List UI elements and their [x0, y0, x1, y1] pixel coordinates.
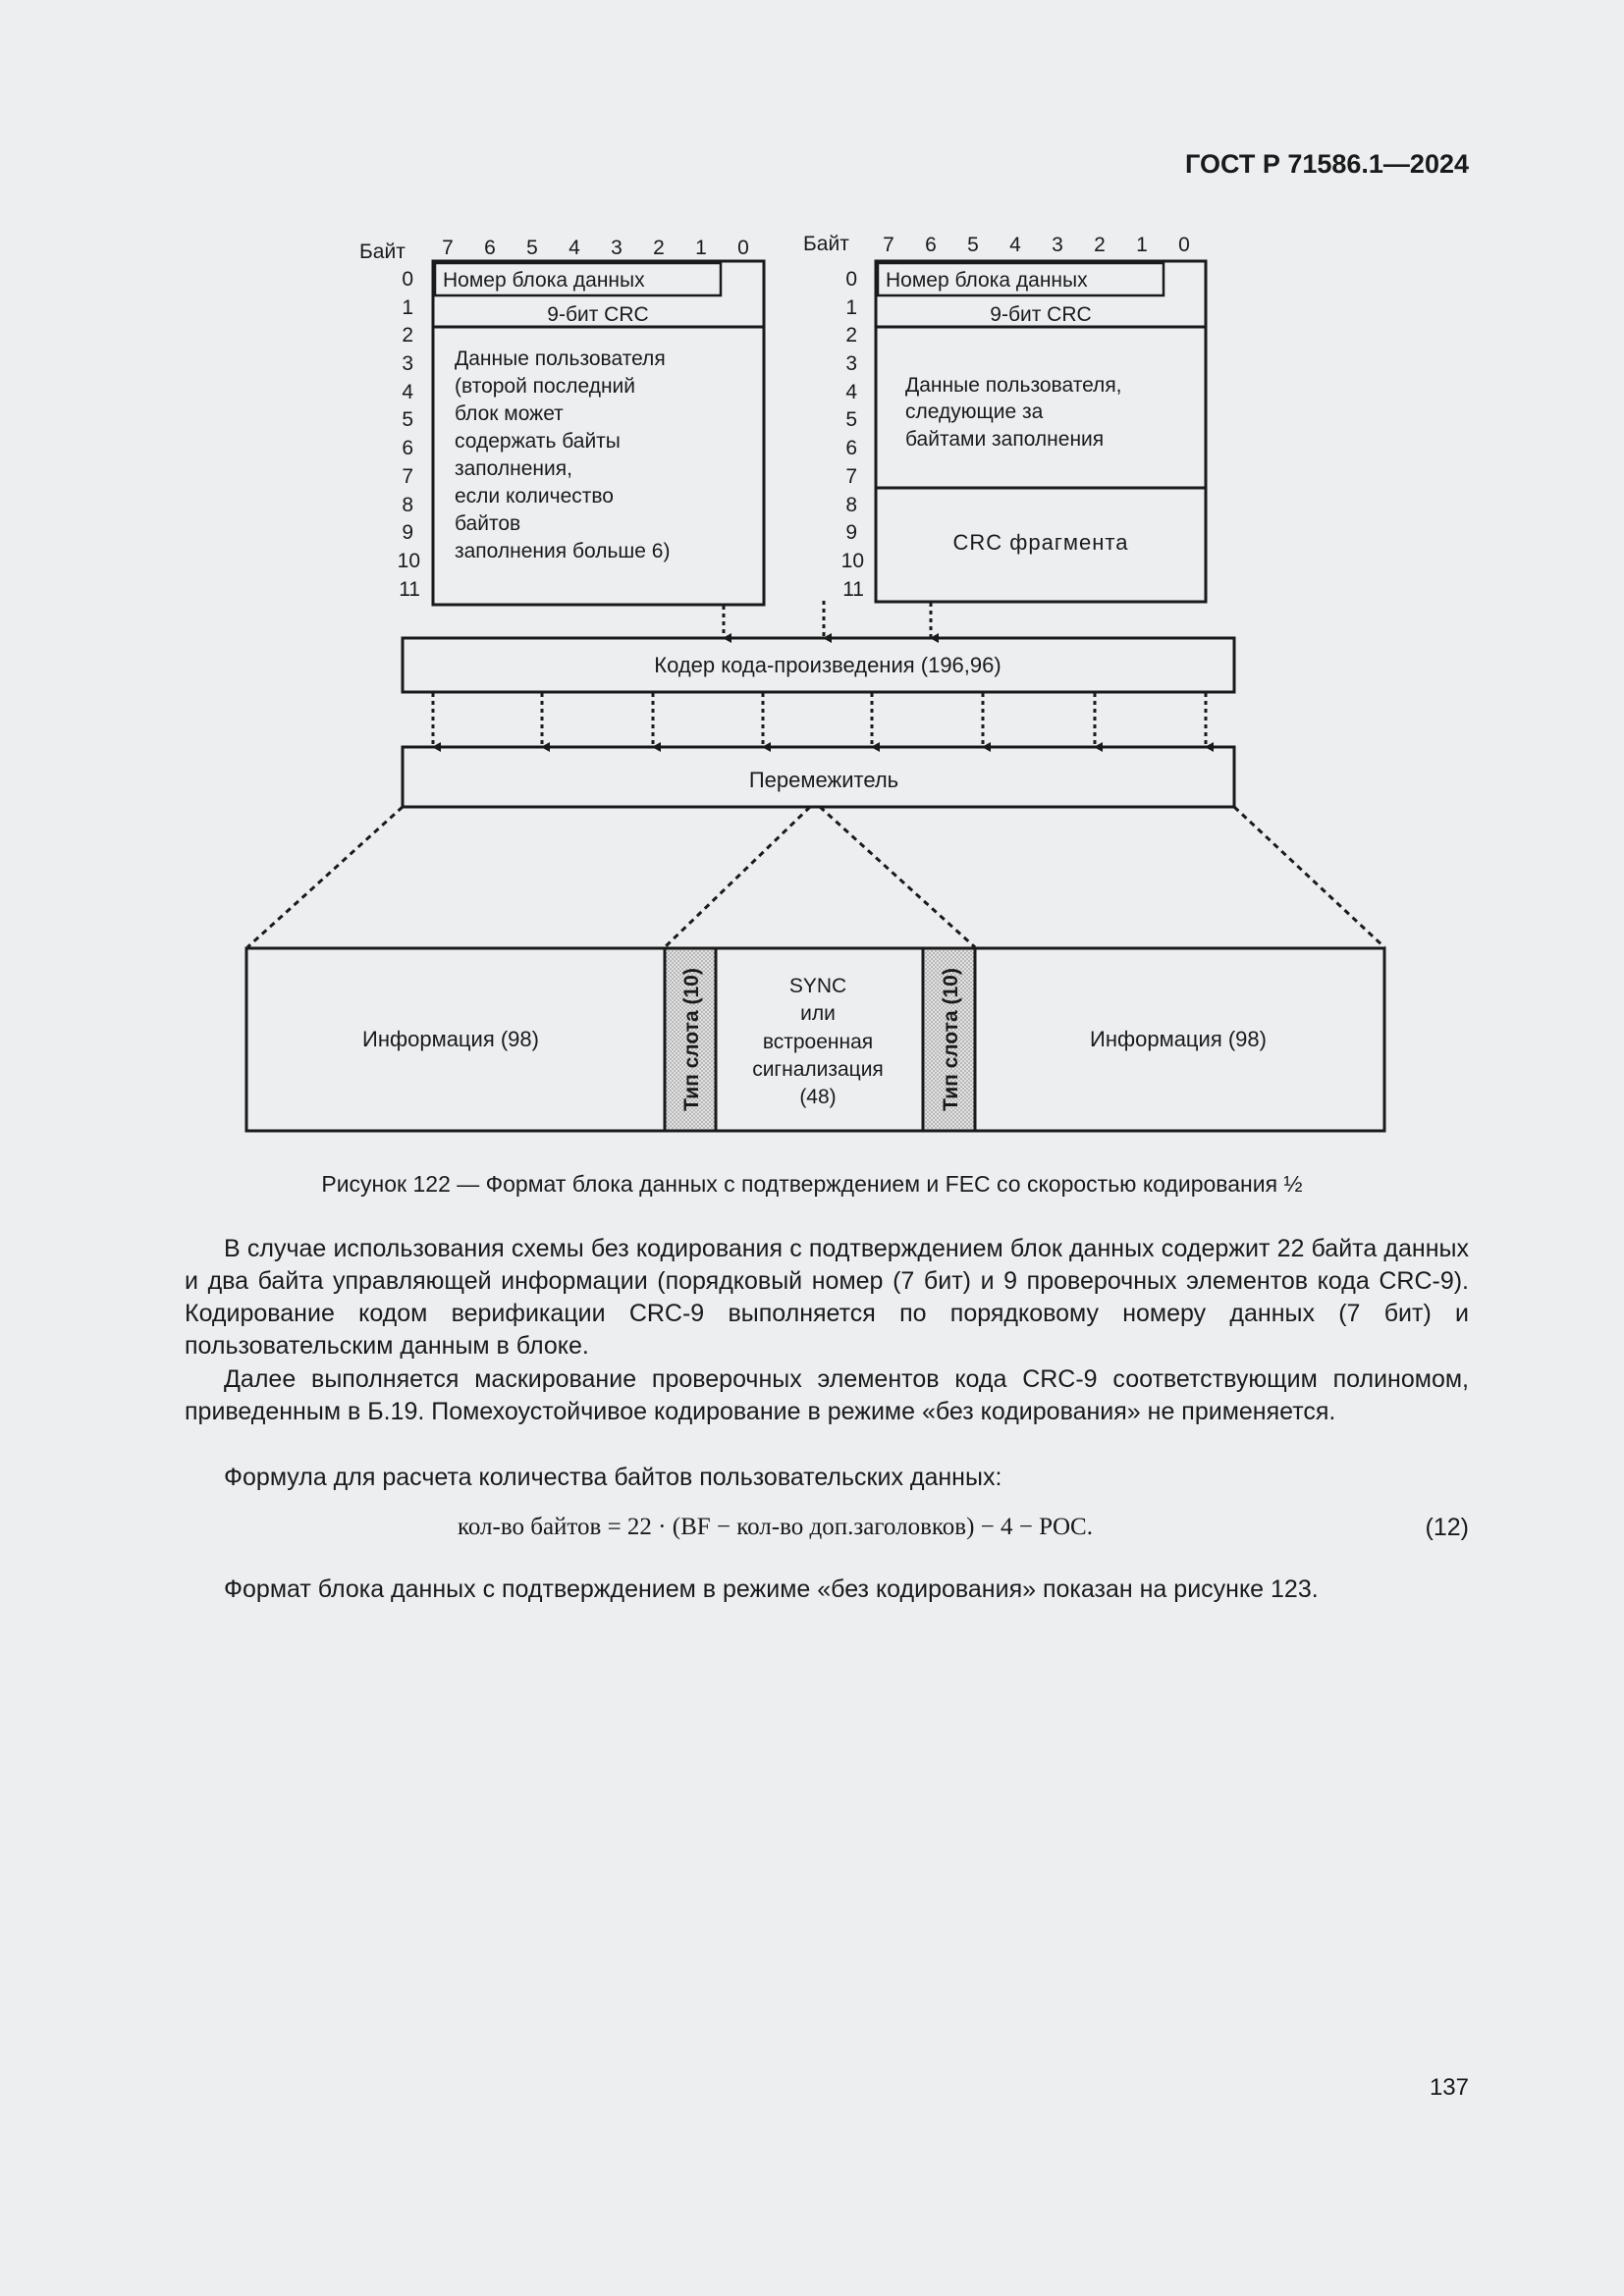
- byte-number: 0: [845, 268, 857, 291]
- bit-label: 3: [611, 237, 623, 259]
- right-data-block: [803, 233, 1206, 602]
- crc-field: 9-бит CRC: [990, 303, 1092, 326]
- byte-number: 4: [402, 381, 413, 403]
- formula-number: (12): [1425, 1514, 1469, 1541]
- paragraph: В случае использования схемы без кодирования с подтверждением блок данных содержит 22 байта данных и два байта управляющей информации (порядковый номер (7 бит) и 9 проверочных элементов кода CRC-9). Кодирование кодом верификации CRC-9 выполняется по порядковому номеру данных (7 бит) и пользовательским данным в блоке.: [185, 1235, 1469, 1360]
- byte-number: 7: [402, 465, 413, 488]
- byte-number: 8: [402, 494, 413, 516]
- block-number-field: Номер блока данных: [886, 269, 1088, 292]
- paragraph: Далее выполняется маскирование проверочных элементов кода CRC-9 соответствующим полиномом, приведенным в Б.19. Помехоустойчивое кодирование в режиме «без кодирования» не применяется.: [185, 1365, 1469, 1425]
- user-data-text: заполнения,: [455, 457, 572, 480]
- encoder-label: Кодер кода-произведения (196,96): [654, 653, 1001, 677]
- product-code-encoder: [403, 638, 1234, 692]
- interleaver-label: Перемежитель: [748, 768, 899, 792]
- byte-number: 3: [845, 352, 857, 375]
- byte-label: Байт: [359, 240, 406, 263]
- bit-label: 6: [484, 237, 496, 259]
- byte-number: 1: [845, 296, 857, 319]
- byte-number: 9: [402, 521, 413, 544]
- sync-text: SYNC: [788, 975, 847, 997]
- bit-label: 7: [442, 237, 454, 259]
- bit-label: 3: [1052, 234, 1063, 256]
- byte-number: 10: [840, 550, 864, 572]
- user-data-text: заполнения больше 6): [455, 540, 671, 562]
- info-left-field: Информация (98): [362, 1027, 539, 1051]
- bit-label: 0: [1178, 234, 1190, 256]
- byte-number: 3: [402, 352, 413, 375]
- byte-number: 11: [842, 578, 864, 601]
- byte-number: 10: [397, 550, 420, 572]
- sync-text: сигнализация: [752, 1058, 884, 1081]
- user-data-text: содержать байты: [455, 430, 621, 453]
- user-data-text: байтов: [455, 512, 521, 535]
- bit-label: 0: [737, 237, 749, 259]
- byte-number: 2: [845, 324, 857, 347]
- byte-number: 7: [845, 465, 857, 488]
- byte-number: 6: [845, 437, 857, 459]
- byte-number: 11: [399, 578, 420, 601]
- bit-label: 4: [1009, 234, 1021, 256]
- bit-label: 2: [1094, 234, 1106, 256]
- sync-text: (48): [799, 1086, 837, 1108]
- paragraph: Формула для расчета количества байтов пользовательских данных:: [224, 1464, 1002, 1491]
- bit-label: 5: [526, 237, 538, 259]
- document-header: ГОСТ Р 71586.1—2024: [1185, 149, 1469, 179]
- bit-label: 7: [883, 234, 894, 256]
- user-data-text: если количество: [455, 485, 614, 507]
- sync-text: или: [800, 1002, 836, 1025]
- byte-number: 2: [402, 324, 413, 347]
- page-number: 137: [1429, 2074, 1469, 2101]
- byte-number: 6: [402, 437, 413, 459]
- byte-number: 1: [402, 296, 413, 319]
- left-data-block: [359, 237, 764, 605]
- encoder-input-arrows: [724, 601, 931, 638]
- bit-label: 2: [653, 237, 665, 259]
- slot-type-left-field: Тип слота (10): [680, 968, 703, 1111]
- info-right-field: Информация (98): [1090, 1027, 1267, 1051]
- byte-number: 4: [845, 381, 857, 403]
- crc-field: 9-бит CRC: [547, 303, 649, 326]
- sync-text: встроенная: [762, 1031, 874, 1053]
- bit-label: 4: [568, 237, 580, 259]
- byte-number: 5: [402, 408, 413, 431]
- bit-label: 1: [695, 237, 707, 259]
- bit-label: 5: [967, 234, 979, 256]
- byte-number: 9: [845, 521, 857, 544]
- user-data-text: блок может: [455, 402, 564, 425]
- user-data-text: байтами заполнения: [905, 428, 1105, 451]
- burst-mapping-lines: [247, 807, 1384, 947]
- burst-structure: [246, 948, 1384, 1131]
- user-data-text: Данные пользователя: [455, 347, 666, 370]
- bit-label: 6: [925, 234, 937, 256]
- byte-number: 0: [402, 268, 413, 291]
- user-data-text: следующие за: [905, 400, 1044, 423]
- user-data-text: Данные пользователя,: [905, 374, 1122, 397]
- figure-caption: Рисунок 122 — Формат блока данных с подтверждением и FEC со скоростью кодирования ½: [321, 1171, 1303, 1197]
- block-number-field: Номер блока данных: [443, 269, 645, 292]
- byte-number: 8: [845, 494, 857, 516]
- paragraph: Формат блока данных с подтверждением в режиме «без кодирования» показан на рисунке 123.: [224, 1575, 1319, 1603]
- interleaver-input-arrows: [433, 693, 1206, 747]
- byte-label: Байт: [803, 233, 849, 255]
- bit-label: 1: [1136, 234, 1148, 256]
- fragment-crc-field: CRC фрагмента: [952, 530, 1129, 555]
- user-data-text: (второй последний: [455, 375, 636, 398]
- byte-number: 5: [845, 408, 857, 431]
- interleaver: [403, 747, 1234, 807]
- slot-type-right-field: Тип слота (10): [940, 968, 962, 1111]
- formula: кол-во байтов = 22 · (BF − кол-во доп.заголовков) − 4 − POC.: [458, 1514, 1093, 1540]
